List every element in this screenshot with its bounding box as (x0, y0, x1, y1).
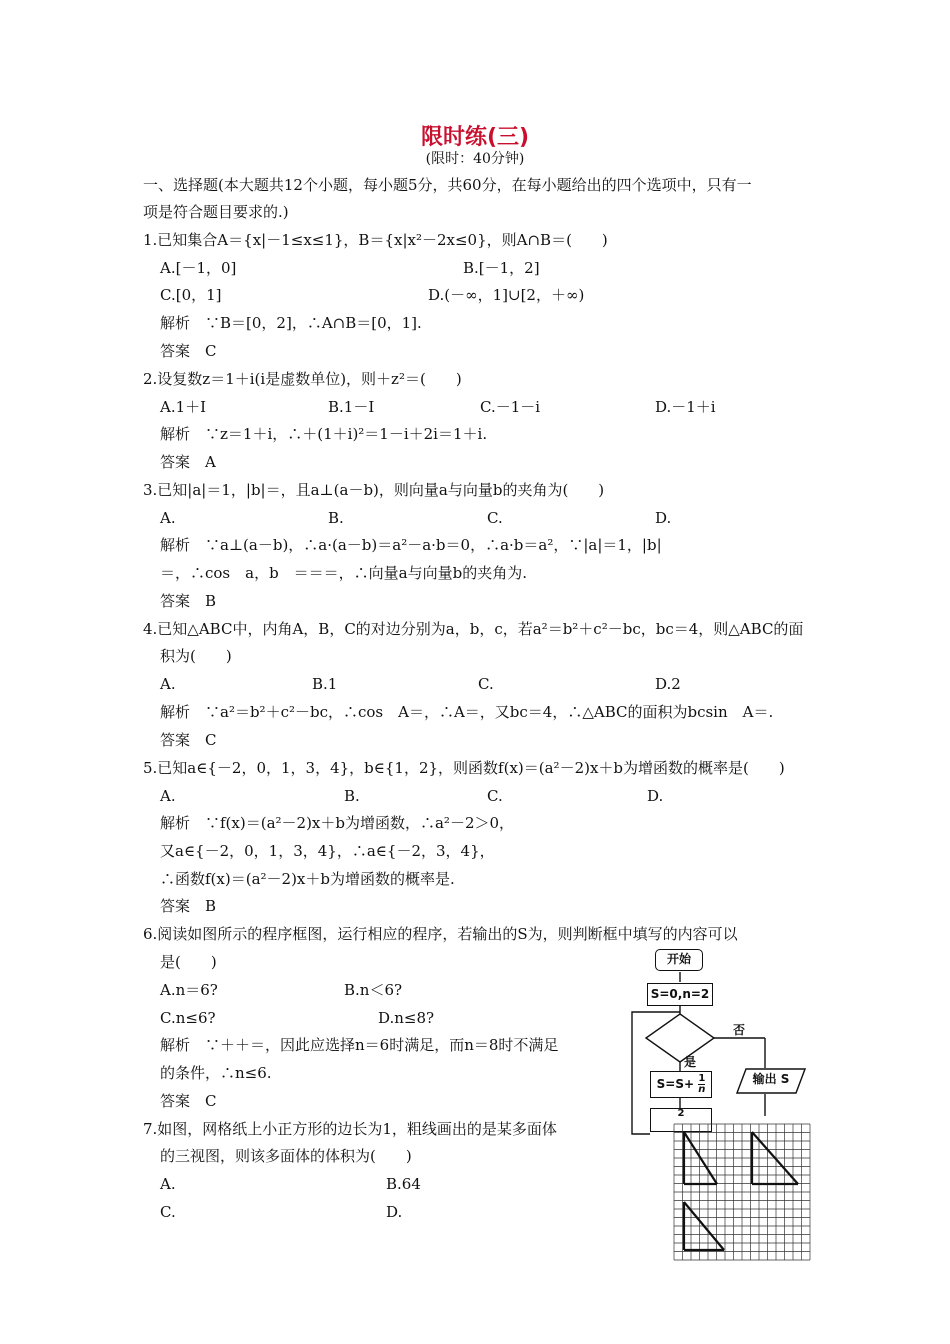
q7-option-d: D. (386, 1203, 403, 1221)
q6-analysis-2: 的条件，∴n≤6. (160, 1064, 272, 1082)
q6-option-d: D.n≤8? (378, 1009, 435, 1027)
flowchart-output (736, 1068, 806, 1094)
q4-option-c: C. (478, 675, 494, 693)
flowchart-frac-den: n (698, 1084, 706, 1095)
q4-option-d: D.2 (655, 675, 681, 693)
q5-analysis-2: 又a∈{－2，0，1，3，4}，∴a∈{－2，3，4}， (160, 842, 495, 860)
q7-option-c: C. (160, 1203, 176, 1221)
q4-option-a: A. (160, 675, 176, 693)
q5-option-b: B. (344, 787, 360, 805)
q6-option-c: C.n≤6? (160, 1009, 216, 1027)
q2-option-c: C.－1－i (480, 398, 541, 416)
q2-option-b: B.1－I (328, 398, 375, 416)
q2-option-a: A.1＋I (160, 398, 207, 416)
q2-answer: 答案 A (160, 453, 216, 471)
flowchart-start-label: 开始 (666, 952, 691, 966)
q1-answer: 答案 C (160, 342, 217, 360)
flowchart-init (647, 983, 713, 1006)
q3-analysis-2: ＝，∴cos a，b ＝＝＝，∴向量a与向量b的夹角为. (160, 564, 527, 582)
page-title: 限时练(三) (420, 125, 530, 150)
flowchart-start (655, 949, 703, 971)
q4-stem-2: 积为( ) (160, 647, 232, 665)
q3-stem: 3.已知|a|＝1，|b|＝，且a⊥(a－b)，则向量a与向量b的夹角为( ) (143, 481, 605, 499)
flowchart-output-label: 输出 S (752, 1072, 790, 1086)
flowchart-partial-label: 2 (677, 1108, 685, 1119)
q4-option-b: B.1 (312, 675, 338, 693)
q3-answer: 答案 B (160, 592, 217, 610)
flowchart-frac-num: 1 (698, 1073, 706, 1084)
q6-analysis-1: 解析 ∵＋＋＝，因此应选择n＝6时满足，而n＝8时不满足 (160, 1036, 559, 1054)
q4-analysis: 解析 ∵a²＝b²＋c²－bc，∴cos A＝，∴A＝，又bc＝4，∴△ABC的面积为bcsin A＝. (160, 703, 774, 721)
q5-answer: 答案 B (160, 897, 217, 915)
q7-stem-2: 的三视图，则该多面体的体积为( ) (160, 1147, 412, 1165)
q1-stem: 1.已知集合A＝{x|－1≤x≤1}，B＝{x|x²－2x≤0}，则A∩B＝( ) (143, 231, 608, 249)
q6-stem-2: 是( ) (160, 953, 217, 971)
q2-analysis: 解析 ∵z＝1＋i，∴＋(1＋i)²＝1－i＋2i＝1＋i. (160, 425, 488, 443)
q6-answer: 答案 C (160, 1092, 217, 1110)
q3-option-a: A. (160, 509, 176, 527)
flowchart-update (650, 1071, 712, 1098)
q6-option-b: B.n＜6? (344, 981, 403, 999)
q3-option-d: D. (655, 509, 672, 527)
section-intro-2: 项是符合题目要求的.) (143, 203, 289, 221)
q5-stem: 5.已知a∈{－2，0，1，3，4}，b∈{1，2}，则函数f(x)＝(a²－2)x＋b为增函数的概率是( ) (143, 759, 785, 777)
q2-stem: 2.设复数z＝1＋i(i是虚数单位)，则＋z²＝( ) (143, 370, 462, 388)
q1-option-c: C.[0，1] (160, 286, 222, 304)
q5-option-c: C. (487, 787, 503, 805)
flowchart-yes-label: 是 (684, 1055, 697, 1069)
q3-analysis-1: 解析 ∵a⊥(a－b)，∴a·(a－b)＝a²－a·b＝0，∴a·b＝a²，∵|a|＝1，|b| (160, 536, 662, 554)
flowchart-update-label: S=S+ (656, 1077, 695, 1091)
q4-answer: 答案 C (160, 731, 217, 749)
three-view-grid (672, 1122, 812, 1262)
q1-option-b: B.[－1，2] (463, 259, 540, 277)
q7-stem-1: 7.如图，网格纸上小正方形的边长为1，粗线画出的是某多面体 (143, 1120, 557, 1138)
q2-option-d: D.－1＋i (655, 398, 716, 416)
q5-option-d: D. (647, 787, 664, 805)
q1-analysis: 解析 ∵B＝[0，2]，∴A∩B＝[0，1]. (160, 314, 422, 332)
q5-analysis-1: 解析 ∵f(x)＝(a²－2)x＋b为增函数，∴a²－2＞0， (160, 814, 515, 832)
q6-option-a: A.n＝6? (160, 981, 218, 999)
time-limit: (限时：40分钟) (425, 151, 525, 167)
q3-option-b: B. (328, 509, 344, 527)
flowchart-init-label: S=0,n=2 (650, 987, 710, 1001)
q1-option-a: A.[－1，0] (160, 259, 237, 277)
flowchart-no-label: 否 (733, 1023, 746, 1037)
q5-option-a: A. (160, 787, 176, 805)
q7-option-b: B.64 (386, 1175, 421, 1193)
q3-option-c: C. (487, 509, 503, 527)
section-intro-1: 一、选择题(本大题共12个小题，每小题5分，共60分，在每小题给出的四个选项中，只有一 (143, 176, 752, 194)
q7-option-a: A. (160, 1175, 176, 1193)
q4-stem-1: 4.已知△ABC中，内角A，B，C的对边分别为a，b，c，若a²＝b²＋c²－bc，bc＝4，则△ABC的面 (143, 620, 804, 638)
q1-option-d: D.(－∞，1]∪[2，＋∞) (428, 286, 585, 304)
q6-stem-1: 6.阅读如图所示的程序框图，运行相应的程序，若输出的S为，则判断框中填写的内容可以 (143, 925, 738, 943)
q5-analysis-3: ∴函数f(x)＝(a²－2)x＋b为增函数的概率是. (160, 870, 455, 888)
